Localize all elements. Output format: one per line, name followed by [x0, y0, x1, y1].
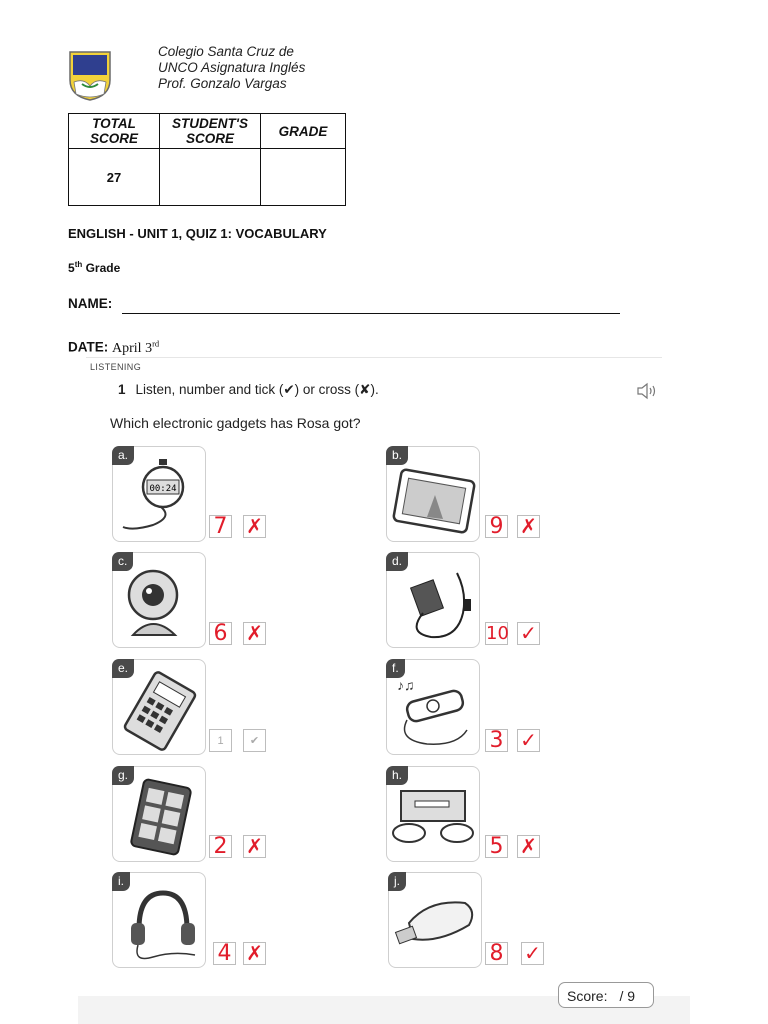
item-letter: a. [112, 446, 134, 465]
sat-nav-icon [387, 447, 479, 541]
item-number: 1 [217, 735, 224, 747]
date-suffix: rd [152, 338, 160, 348]
students-score-value[interactable] [160, 149, 261, 206]
number-box-e[interactable] [209, 729, 232, 752]
grade-suffix: th [74, 260, 83, 269]
mp3-player-icon [387, 660, 479, 754]
number-box-f[interactable] [485, 729, 508, 752]
gadget-card-c [112, 552, 206, 648]
tick-box-c[interactable] [243, 622, 266, 645]
number-box-i[interactable] [213, 942, 236, 965]
date-value [112, 338, 160, 356]
grade-line [68, 260, 120, 275]
number-box-a[interactable] [209, 515, 232, 538]
item-mark: ✓ [524, 943, 541, 965]
school-line-1: Colegio Santa Cruz de [158, 44, 294, 59]
score-table [68, 113, 346, 206]
gadget-card-a [112, 446, 206, 542]
games-console-icon [387, 767, 479, 861]
item-number: 3 [489, 728, 504, 753]
svg-text:00:24: 00:24 [149, 484, 177, 494]
number-box-c[interactable] [209, 622, 232, 645]
gadget-card-d [386, 552, 480, 648]
item-number: 5 [489, 834, 504, 859]
total-score-value: 27 [69, 149, 160, 206]
section-label: LISTENING [90, 362, 142, 372]
tick-box-a[interactable] [243, 515, 266, 538]
tick-box-e[interactable] [243, 729, 266, 752]
question-text: Which electronic gadgets has Rosa got? [110, 415, 361, 431]
school-line-2: UNCO Asignatura Inglés [158, 60, 306, 75]
score-value: / 9 [619, 988, 636, 1004]
date-line [68, 338, 159, 357]
score-box [558, 982, 654, 1008]
item-letter: d. [386, 552, 408, 571]
tick-box-j[interactable] [521, 942, 544, 965]
name-input-line[interactable] [122, 313, 620, 314]
exercise-number: 1 [118, 382, 126, 397]
number-box-j[interactable] [485, 942, 508, 965]
gadget-card-e [112, 659, 206, 755]
tick-box-i[interactable] [243, 942, 266, 965]
charger-icon [387, 553, 479, 647]
item-letter: j. [388, 872, 406, 891]
exercise-instruction [118, 382, 379, 398]
item-mark: ✗ [246, 623, 263, 645]
gadget-card-h [386, 766, 480, 862]
gadget-card-j [388, 872, 482, 968]
item-mark: ✗ [246, 836, 263, 858]
school-line-3: Prof. Gonzalo Vargas [158, 76, 287, 91]
tick-box-f[interactable] [517, 729, 540, 752]
item-letter: e. [112, 659, 134, 678]
usb-stick-icon [389, 873, 481, 967]
item-number: 6 [213, 621, 228, 646]
item-mark: ✗ [520, 516, 537, 538]
item-number: 10 [486, 623, 509, 644]
number-box-h[interactable] [485, 835, 508, 858]
svg-text:♪♫: ♪♫ [397, 677, 415, 693]
item-mark: ✗ [246, 943, 263, 965]
speaker-icon[interactable] [636, 382, 660, 400]
item-number: 2 [213, 834, 228, 859]
gadget-card-i [112, 872, 206, 968]
school-crest-logo [68, 50, 112, 102]
gadget-card-b [386, 446, 480, 542]
item-mark: ✔ [249, 735, 260, 747]
item-letter: i. [112, 872, 130, 891]
date-label: DATE: [68, 339, 109, 355]
tick-box-b[interactable] [517, 515, 540, 538]
item-mark: ✗ [246, 516, 263, 538]
item-number: 8 [489, 941, 504, 966]
item-number: 9 [489, 514, 504, 539]
quiz-title: ENGLISH - UNIT 1, QUIZ 1: VOCABULARY [68, 226, 327, 241]
stopwatch-icon [113, 447, 205, 541]
gadget-card-g [112, 766, 206, 862]
date-text: April 3 [112, 340, 153, 356]
item-number: 4 [217, 941, 232, 966]
grade-word: Grade [85, 261, 121, 275]
gadget-card-f [386, 659, 480, 755]
grade-header: GRADE [261, 114, 346, 149]
name-label: NAME: [68, 296, 113, 311]
instruction-text: Listen, number and tick (✔) or cross (✘). [135, 382, 379, 397]
students-score-header: STUDENT'S SCORE [160, 114, 261, 149]
score-label: Score: [567, 988, 608, 1004]
tick-box-d[interactable] [517, 622, 540, 645]
number-box-g[interactable] [209, 835, 232, 858]
school-header [158, 44, 305, 92]
item-mark: ✓ [520, 623, 537, 645]
item-letter: c. [112, 552, 133, 571]
number-box-d[interactable] [485, 622, 508, 645]
item-mark: ✓ [520, 730, 537, 752]
webcam-icon [113, 553, 205, 647]
section-divider [86, 357, 662, 358]
grade-value[interactable] [261, 149, 346, 206]
headphones-icon [113, 873, 205, 967]
item-number: 7 [213, 514, 228, 539]
item-letter: h. [386, 766, 408, 785]
item-mark: ✗ [520, 836, 537, 858]
tick-box-h[interactable] [517, 835, 540, 858]
tablet-icon [113, 767, 205, 861]
total-score-header: TOTAL SCORE [69, 114, 160, 149]
item-letter: g. [112, 766, 134, 785]
tick-box-g[interactable] [243, 835, 266, 858]
calculator-icon [113, 660, 205, 754]
item-letter: b. [386, 446, 408, 465]
grade-number: 5 [68, 261, 75, 275]
number-box-b[interactable] [485, 515, 508, 538]
item-letter: f. [386, 659, 405, 678]
